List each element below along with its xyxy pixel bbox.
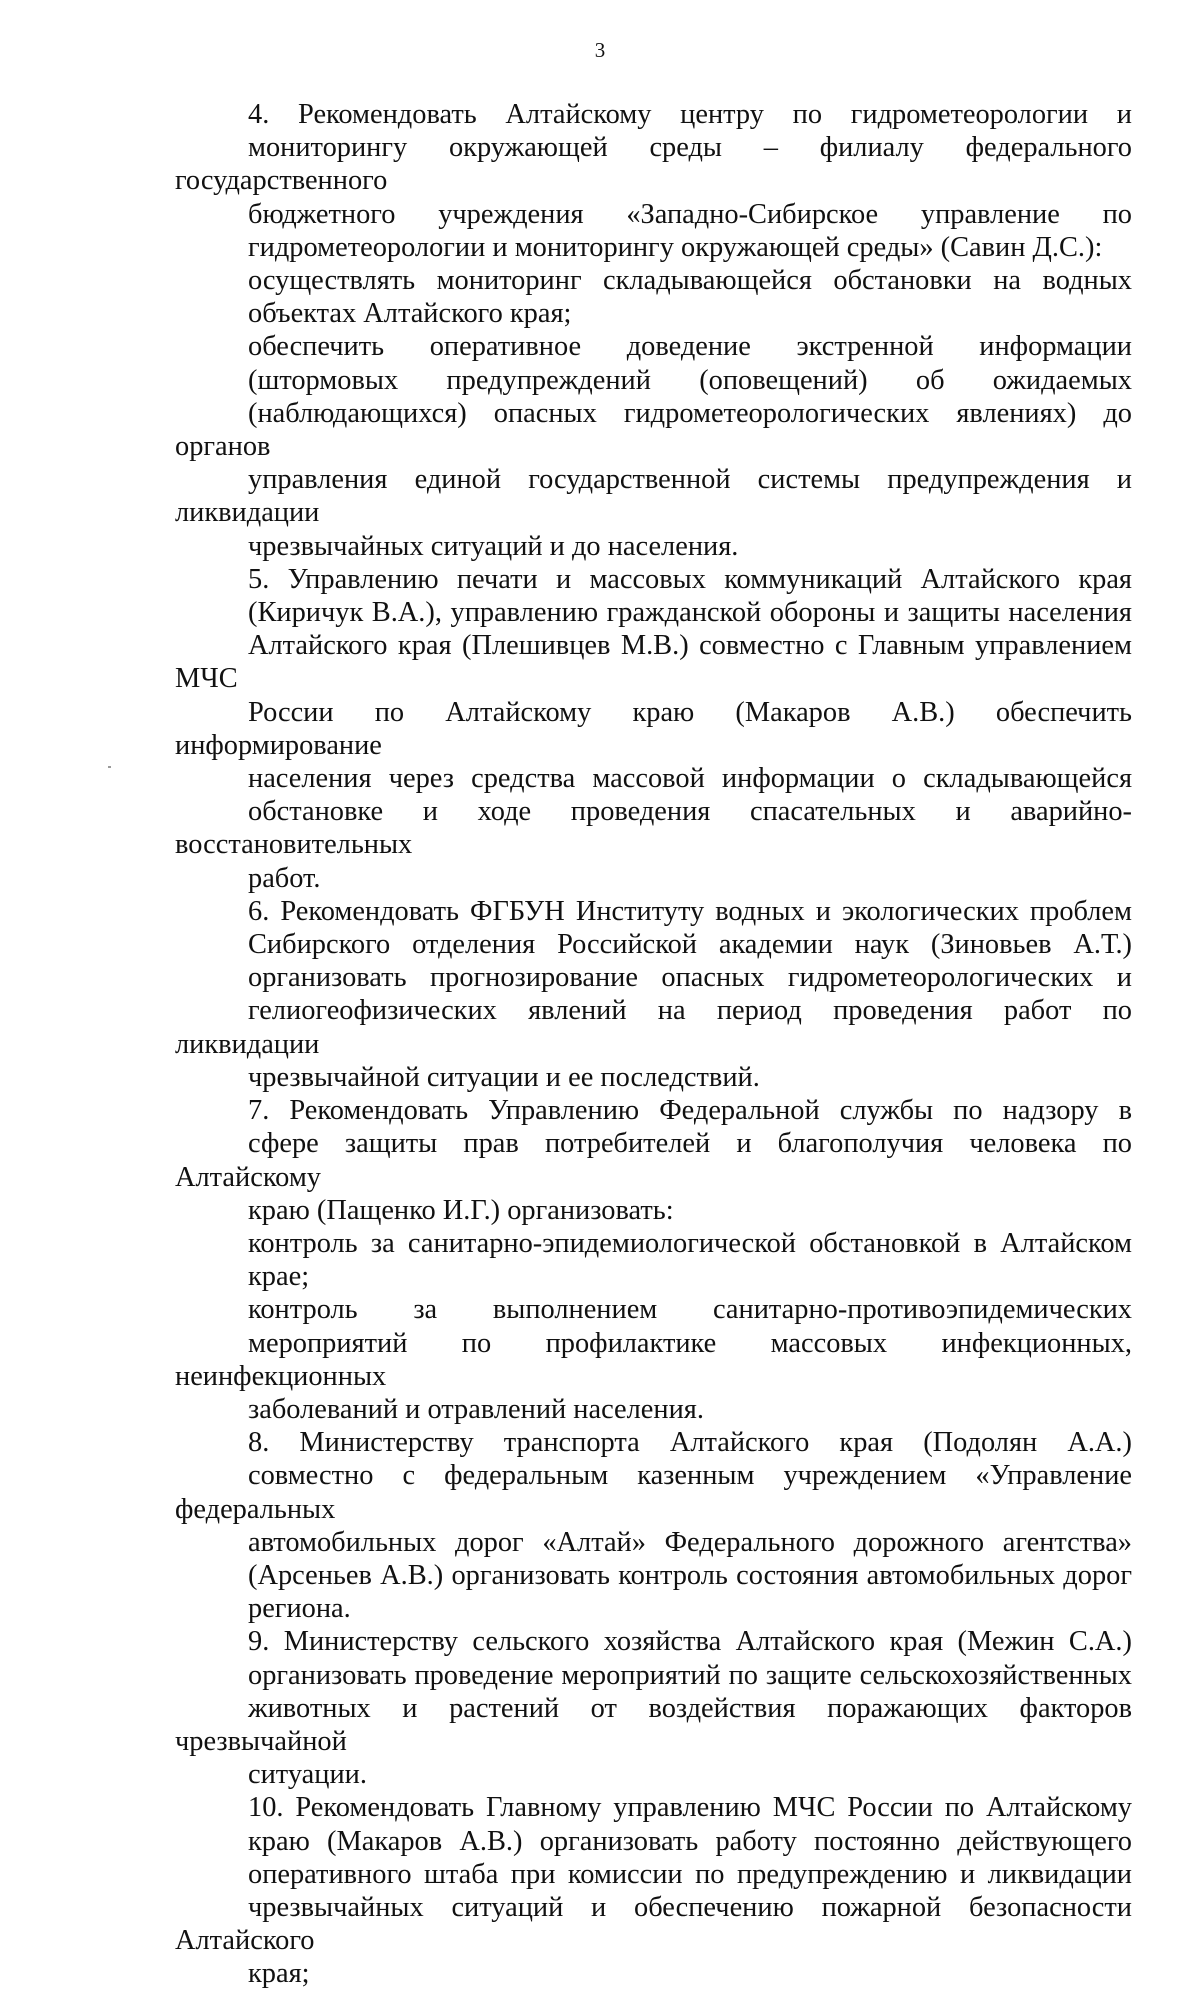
paragraph <box>175 1293 1132 1426</box>
text-line: (штормовых предупреждений (оповещений) об ожидаемых <box>248 364 1132 396</box>
text-line: чрезвычайных ситуаций и обеспечению пожарной безопасности Алтайского <box>175 1891 1132 1957</box>
text-line: 7. Рекомендовать Управлению Федеральной службы по надзору в <box>248 1095 1132 1127</box>
paragraph <box>175 895 1132 1094</box>
text-line: контроль за выполнением санитарно-противоэпидемических <box>248 1294 1132 1326</box>
text-line: бюджетного учреждения «Западно-Сибирское управление по <box>248 198 1132 230</box>
text-line: животных и растений от воздействия поражающих факторов чрезвычайной <box>175 1692 1132 1757</box>
text-line: (Арсеньев А.В.) организовать контроль состояния автомобильных дорог <box>248 1559 1132 1591</box>
document-body <box>175 98 1132 1991</box>
paragraph <box>175 264 1132 330</box>
text-line: мониторингу окружающей среды – филиалу федерального государственного <box>175 132 1132 197</box>
text-line: региона. <box>248 1593 351 1625</box>
paragraph <box>175 563 1132 895</box>
text-line: 10. Рекомендовать Главному управлению МЧС России по Алтайскому <box>248 1792 1132 1824</box>
text-line: населения через средства массовой информации о складывающейся <box>248 763 1132 795</box>
text-line: гелиогеофизических явлений на период проведения работ по ликвидации <box>175 995 1132 1060</box>
text-line: организовать проведение мероприятий по защите сельскохозяйственных <box>248 1659 1132 1691</box>
text-line: чрезвычайной ситуации и ее последствий. <box>248 1061 760 1093</box>
text-line: гидрометеорологии и мониторингу окружающей среды» (Савин Д.С.): <box>248 231 1103 263</box>
paragraph <box>175 1227 1132 1293</box>
paragraph <box>175 330 1132 562</box>
text-line: оперативного штаба при комиссии по предупреждению и ликвидации <box>248 1858 1132 1890</box>
text-line: (Киричук В.А.), управлению гражданской обороны и защиты населения <box>248 597 1132 629</box>
paragraph <box>175 98 1132 264</box>
text-line: 5. Управлению печати и массовых коммуникаций Алтайского края <box>248 563 1132 595</box>
text-line: чрезвычайных ситуаций и до населения. <box>248 530 739 562</box>
text-line: Сибирского отделения Российской академии наук (Зиновьев А.Т.) <box>248 929 1132 961</box>
text-line: России по Алтайскому краю (Макаров А.В.) обеспечить информирование <box>175 696 1132 761</box>
text-line: края; <box>248 1958 310 1990</box>
paragraph <box>175 1094 1132 1227</box>
text-line: организовать прогнозирование опасных гидрометеорологических и <box>248 962 1132 994</box>
text-line: осуществлять мониторинг складывающейся обстановки на водных <box>248 265 1132 297</box>
paragraph <box>175 1791 1132 1990</box>
text-line: ситуации. <box>248 1759 367 1791</box>
text-line: краю (Макаров А.В.) организовать работу постоянно действующего <box>248 1825 1132 1857</box>
page-number: 3 <box>594 38 606 62</box>
text-line: работ. <box>248 862 321 894</box>
text-line: крае; <box>248 1261 310 1293</box>
text-line: совместно с федеральным казенным учреждением «Управление федеральных <box>175 1460 1132 1525</box>
text-line: краю (Пащенко И.Г.) организовать: <box>248 1194 674 1226</box>
scan-artifact <box>108 766 111 768</box>
text-line: управления единой государственной системы предупреждения и ликвидации <box>175 464 1132 529</box>
text-line: обстановке и ходе проведения спасательных и аварийно-восстановительных <box>175 796 1132 861</box>
text-line: (наблюдающихся) опасных гидрометеорологических явлениях) до органов <box>175 397 1132 463</box>
text-line: автомобильных дорог «Алтай» Федерального дорожного агентства» <box>248 1526 1132 1558</box>
text-line: объектах Алтайского края; <box>248 298 572 330</box>
text-line: 9. Министерству сельского хозяйства Алтайского края (Межин С.А.) <box>248 1626 1132 1658</box>
text-line: 6. Рекомендовать ФГБУН Институту водных и экологических проблем <box>248 895 1132 927</box>
text-line: заболеваний и отравлений населения. <box>248 1393 704 1425</box>
text-line: 8. Министерству транспорта Алтайского края (Подолян А.А.) <box>248 1427 1132 1459</box>
text-line: контроль за санитарно-эпидемиологической обстановкой в Алтайском <box>248 1227 1132 1259</box>
text-line: мероприятий по профилактике массовых инфекционных, неинфекционных <box>175 1327 1132 1392</box>
text-line: Алтайского края (Плешивцев М.В.) совместно с Главным управлением МЧС <box>175 630 1132 695</box>
text-line: обеспечить оперативное доведение экстренной информации <box>248 331 1132 363</box>
text-line: 4. Рекомендовать Алтайскому центру по гидрометеорологии и <box>248 99 1132 130</box>
paragraph <box>175 1625 1132 1791</box>
text-line: сфере защиты прав потребителей и благополучия человека по Алтайскому <box>175 1128 1132 1193</box>
paragraph <box>175 1426 1132 1625</box>
